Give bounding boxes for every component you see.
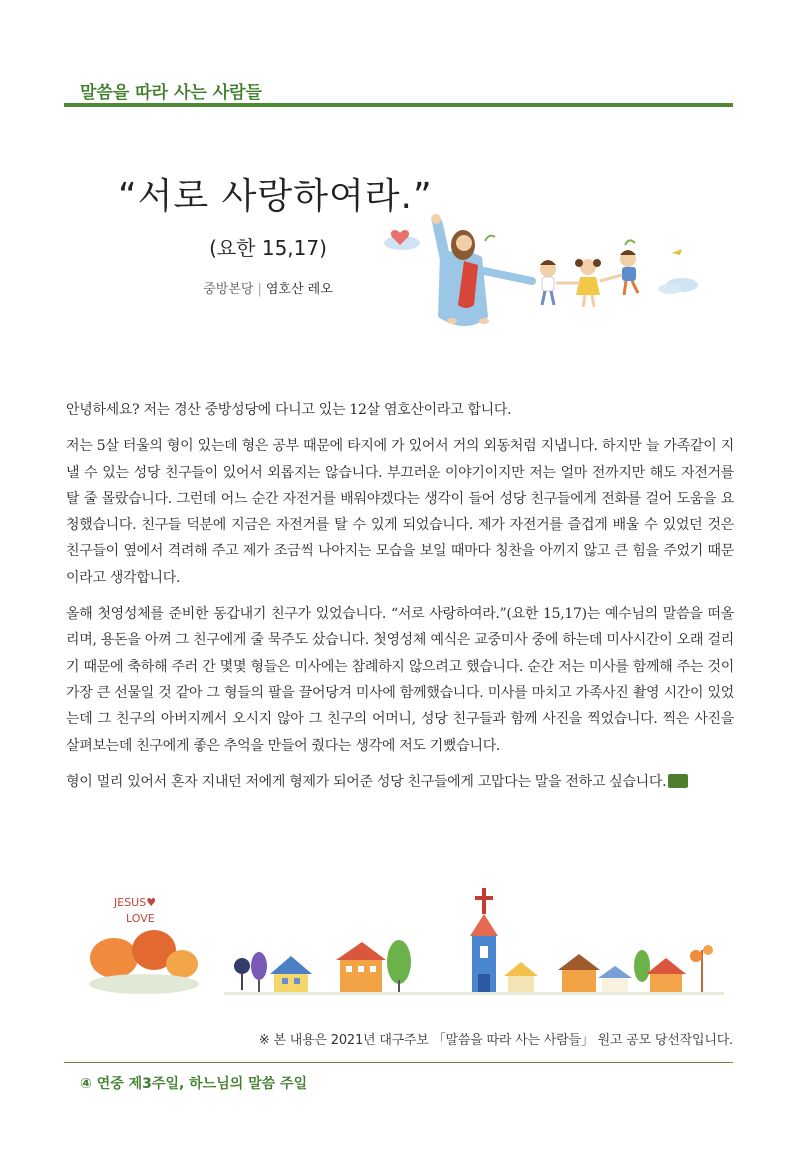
paragraph-2: 저는 5살 터울의 형이 있는데 형은 공부 때문에 타지에 가 있어서 거의 외동처럼 지냅니다. 하지만 늘 가족같이 지낼 수 있는 성당 친구들이 있어서 외롭지는 않습니다. 부끄러운 이야기이지만 저는 얼마 전까지만 해도 자전거를 탈 줄 몰랐습니다. 그런데 어느 순간 자전거를 배워야겠다는 생각이 들어 성당 친구들에게 전화를 걸어 도움을 요청했습니다. 친구들 덕분에 지금은 자전거를 탈 수 있게 되었습니다. 제가 자전거를 즐겁게 배울 수 있었던 것은 친구들이 옆에서 격려해 주고 제가 조금씩 나아지는 모습을 보일 때마다 칭찬을 아끼지 않고 큰 힘을 주었기 때문이라고 생각합니다. — [66, 438, 734, 586]
svg-text:JESUS♥: JESUS♥ — [114, 896, 157, 909]
closing-sentence: 형이 멀리 있어서 혼자 지내던 저에게 형제가 되어준 성당 친구들에게 고맙다는 말을 전하고 싶습니다. — [66, 773, 667, 790]
footer-label: ④ 연중 제3주일, 하느님의 말씀 주일 — [80, 1076, 308, 1092]
article-body — [66, 397, 734, 805]
svg-text:LOVE: LOVE — [126, 912, 155, 925]
village-church-illustration — [84, 880, 724, 1006]
footer-divider — [64, 1062, 733, 1063]
quote-title: “서로 사랑하여라.” — [118, 176, 433, 217]
quote-reference: (요한 15,17) — [209, 236, 327, 260]
paragraph-4 — [66, 769, 734, 795]
parish-name: 중방본당 — [203, 282, 254, 297]
end-mark-icon — [668, 774, 688, 788]
jesus-children-illustration — [380, 205, 710, 355]
paragraph-3: 올해 첫영성체를 준비한 동갑내기 친구가 있었습니다. “서로 사랑하여라.”(요한 15,17)는 예수님의 말씀을 떠올리며, 용돈을 아껴 그 친구에게 줄 묵주도 샀습니다. 첫영성체 예식은 교중미사 중에 하는데 미사시간이 오래 걸리기 때문에 축하해 주러 간 몇몇 형들은 미사에는 참례하지 않으려고 했습니다. 순간 저는 미사를 함께해 주는 것이 가장 큰 선물일 것 같아 그 형들의 팔을 끌어당겨 미사에 함께했습니다. 미사를 마치고 가족사진 촬영 시간이 있었는데 그 친구의 아버지께서 오시지 않아 그 친구의 어머니, 성당 친구들과 함께 사진을 찍었습니다. 찍은 사진을 살펴보는데 친구에게 좋은 추억을 만들어 줬다는 생각에 저도 기뻤습니다. — [66, 606, 734, 754]
section-title: 말씀을 따라 사는 사람들 — [80, 83, 262, 103]
byline — [118, 278, 418, 297]
header-divider — [64, 103, 733, 107]
footnote: ※ 본 내용은 2021년 대구주보 「말씀을 따라 사는 사람들」 원고 공모 당선작입니다. — [258, 1033, 733, 1048]
byline-separator: | — [257, 282, 262, 297]
paragraph-1: 안녕하세요? 저는 경산 중방성당에 다니고 있는 12살 염호산이라고 합니다. — [66, 402, 512, 418]
author-name: 염호산 레오 — [265, 282, 333, 297]
